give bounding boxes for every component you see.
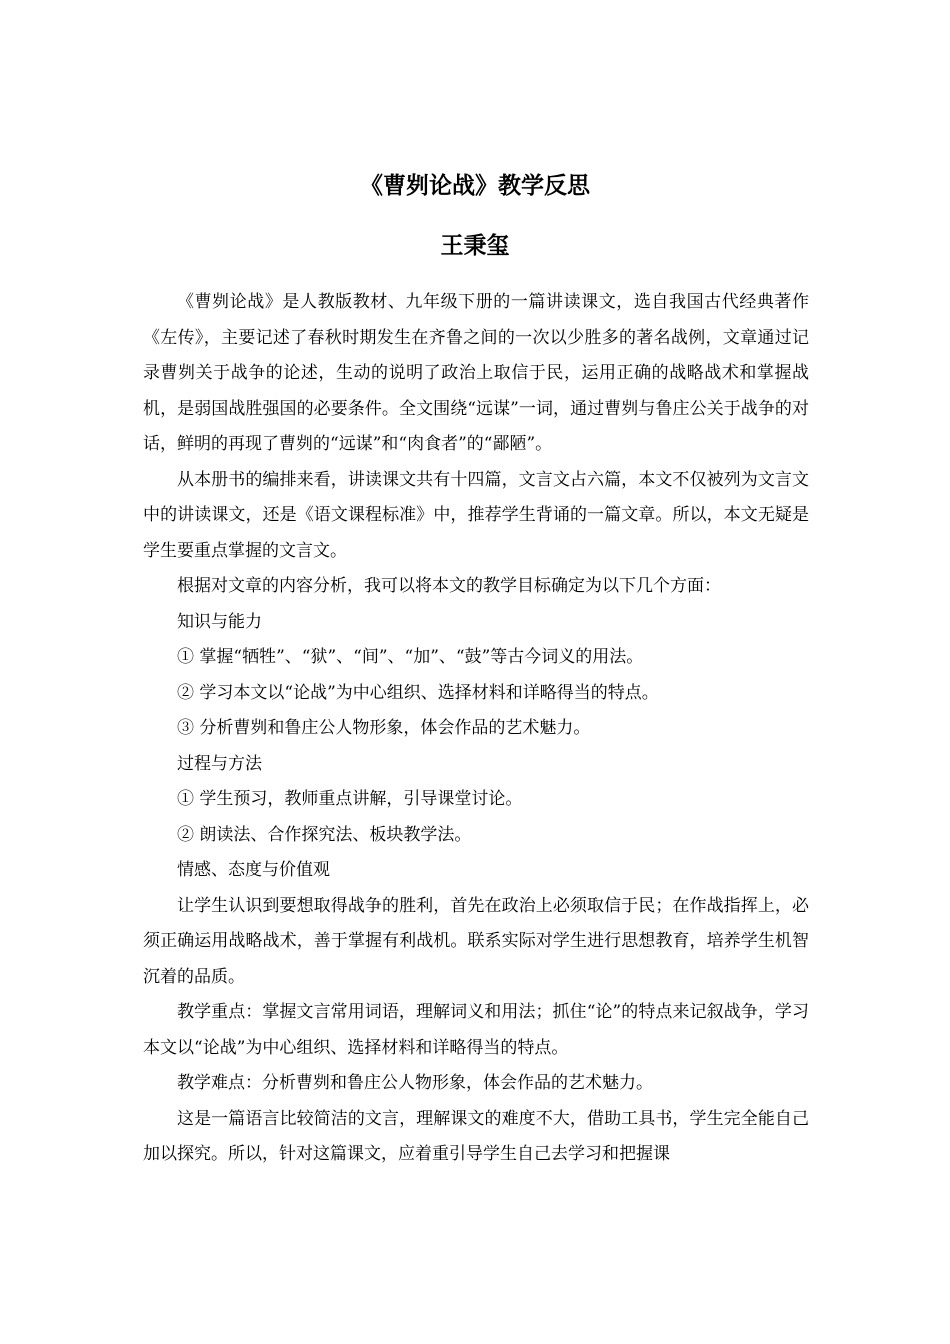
list-item-method-2: ② 朗读法、合作探究法、板块教学法。 bbox=[177, 824, 472, 845]
list-item-knowledge-2: ② 学习本文以“论战”为中心组织、选择材料和详略得当的特点。 bbox=[177, 682, 659, 703]
paragraph-teaching-focus: 教学重点：掌握文言常用词语，理解词义和用法；抓住“论”的特点来记叙战争，学习本文以“论战”为中心组织、选择材料和详略得当的特点。 bbox=[143, 1002, 809, 1058]
paragraph-reflection: 这是一篇语言比较简洁的文言，理解课文的难度不大，借助工具书，学生完全能自己加以探究。所以，针对这篇课文，应着重引导学生自己去学习和把握课 bbox=[143, 1108, 809, 1164]
paragraph-textbook-arrangement: 从本册书的编排来看，讲读课文共有十四篇，文言文占六篇，本文不仅被列为文言文中的讲读课文，还是《语文课程标准》中，推荐学生背诵的一篇文章。所以，本文无疑是学生要重点掌握的文言文。 bbox=[143, 469, 809, 561]
document-title: 《曹刿论战》教学反思 bbox=[360, 173, 590, 199]
list-item-knowledge-1: ① 掌握“牺牲”、“狱”、“间”、“加”、“鼓”等古今词义的用法。 bbox=[177, 647, 644, 667]
document-author: 王秉玺 bbox=[440, 233, 510, 259]
paragraph-teaching-goals-intro: 根据对文章的内容分析，我可以将本文的教学目标确定为以下几个方面： bbox=[177, 576, 721, 596]
paragraph-teaching-difficulty: 教学难点：分析曹刿和鲁庄公人物形象，体会作品的艺术魅力。 bbox=[177, 1073, 653, 1093]
document-body bbox=[143, 285, 809, 1173]
paragraph-emotion-values: 让学生认识到要想取得战争的胜利，首先在政治上必须取信于民；在作战指挥上，必须正确运用战略战术，善于掌握有利战机。联系实际对学生进行思想教育，培养学生机智沉着的品质。 bbox=[143, 895, 809, 987]
list-item-method-1: ① 学生预习，教师重点讲解，引导课堂讨论。 bbox=[177, 789, 523, 809]
heading-process-method: 过程与方法 bbox=[177, 753, 262, 774]
paragraph-introduction: 《曹刿论战》是人教版教材、九年级下册的一篇讲读课文，选自我国古代经典著作《左传》，主要记述了春秋时期发生在齐鲁之间的一次以少胜多的著名战例，文章通过记录曹刿关于战争的论述，生动的说明了政治上取信于民，运用正确的战略战术和掌握战机，是弱国战胜强国的必要条件。全文围绕“远谋”一词，通过曹刿与鲁庄公关于战争的对话，鲜明的再现了曹刿的“远谋”和“肉食者”的“鄙陋”。 bbox=[143, 292, 809, 454]
list-item-knowledge-3: ③ 分析曹刿和鲁庄公人物形象，体会作品的艺术魅力。 bbox=[177, 718, 591, 738]
heading-knowledge-ability: 知识与能力 bbox=[177, 611, 262, 632]
heading-emotion-values: 情感、态度与价值观 bbox=[177, 860, 330, 880]
